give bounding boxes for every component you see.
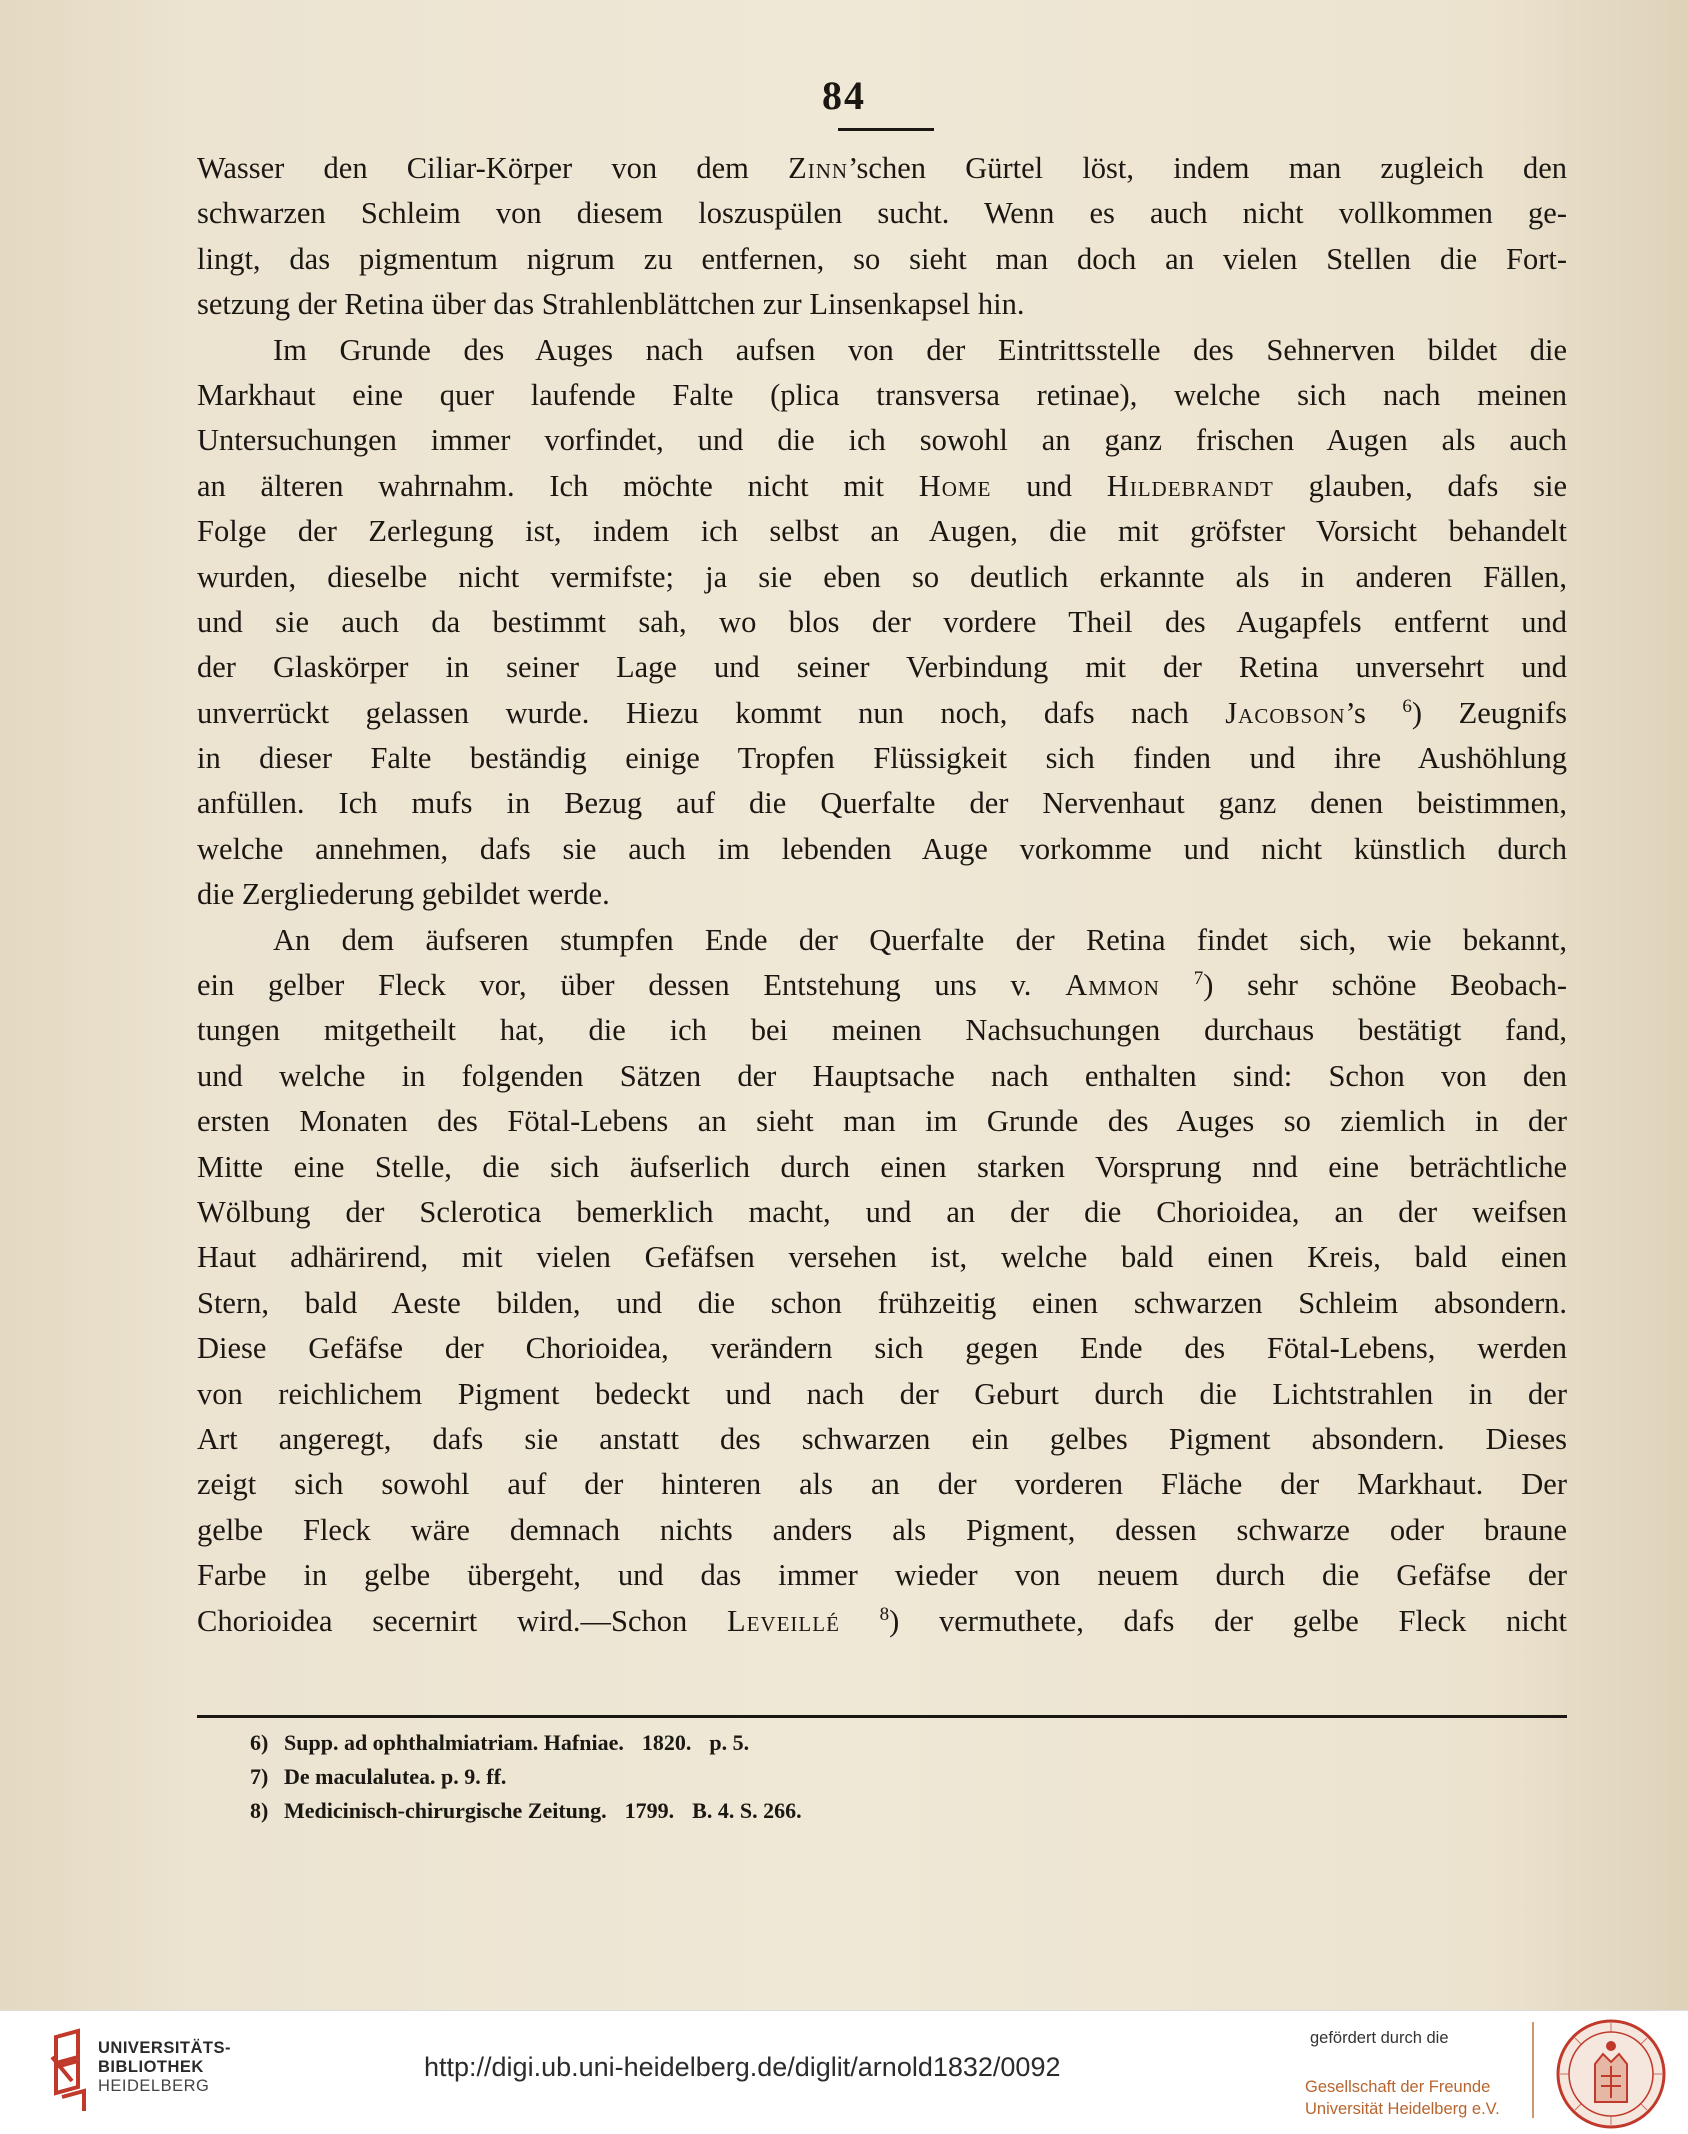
text-span [1160,968,1194,1002]
text-span: Mitte eine Stelle, die sich äufserlich durch einen starken Vorsprung nnd eine beträchtliche [197,1149,1567,1184]
footnote-number: 6) [250,1730,269,1755]
text-span: und welche in folgenden Sätzen der Hauptsache nach enthalten sind: Schon von den [197,1058,1567,1093]
text-span: ’schen Gürtel löst, indem man zugleich den [848,151,1567,185]
text-line [197,1235,1567,1280]
text-span: ) Zeugnifs [1411,695,1567,730]
text-span: Art angeregt, dafs sie anstatt des schwarzen ein gelbes Pigment absondern. Dieses [197,1421,1567,1456]
text-line [197,1599,1567,1644]
footnote-ref: 6 [1402,695,1412,717]
text-span: Folge der Zerlegung ist, indem ich selbst an Augen, die mit gröfster Vorsicht behandelt [197,514,1567,549]
footnote-text: Supp. ad ophthalmiatriam. Hafniae. [284,1730,624,1755]
text-span: ein gelber Fleck vor, über dessen Entstehung uns v. [197,968,1066,1003]
author-name: Home [918,468,992,503]
sponsor-org-line-1: Gesellschaft der Freunde [1305,2078,1491,2096]
text-span: tungen mitgetheilt hat, die ich bei meinen Nachsuchungen durchaus bestätigt fand, [197,1013,1567,1048]
text-span: glauben, dafs sie [1273,468,1567,503]
text-line [197,1326,1567,1371]
author-name: Hildebrandt [1106,468,1274,503]
text-span: An dem äufseren stumpfen Ende der Querfalte der Retina findet sich, wie bekannt, [273,922,1567,957]
text-span: anfüllen. Ich mufs in Bezug auf die Querfalte der Nervenhaut ganz denen beistimmen, [197,786,1567,821]
footnote-year: 1820. [641,1730,692,1755]
text-line [197,827,1567,872]
text-span: schwarzen Schleim von diesem loszuspülen sucht. Wenn es auch nicht vollkommen ge- [197,196,1567,231]
page-number: 84 [822,73,866,118]
text-line [197,1372,1567,1417]
text-span: zeigt sich sowohl auf der hinteren als an der vorderen Fläche der Markhaut. Der [197,1467,1567,1502]
text-span: ) vermuthete, dafs der gelbe Fleck nicht [889,1603,1567,1638]
text-span: lingt, das pigmentum nigrum zu entfernen, so sieht man doch an vielen Stellen die Fort- [197,241,1567,276]
footnote-ref: 7 [1193,967,1204,989]
text-span: in dieser Falte beständig einige Tropfen Flüssigkeit sich finden und ihre Aushöhlung [197,741,1567,776]
text-line [197,918,1567,963]
text-line [197,1190,1567,1235]
sponsor-divider [1532,2022,1534,2118]
text-span: Untersuchungen immer vorfindet, und die ich sowohl an ganz frischen Augen als auch [197,423,1567,458]
text-span: Chorioidea secernirt wird.—Schon [197,1603,727,1638]
text-span: ) sehr schöne Beobach- [1203,968,1567,1003]
text-span: Wasser den Ciliar-Körper von dem [197,151,789,185]
sponsor-org-line-2: Universität Heidelberg e.V. [1305,2100,1500,2118]
author-name: Zinn [788,151,849,185]
text-span: der Glaskörper in seiner Lage und seiner Verbindung mit der Retina unversehrt und [197,650,1567,685]
text-span: welche annehmen, dafs sie auch im lebenden Auge vorkomme und nicht künstlich durch [197,831,1567,866]
sponsor-label: gefördert durch die [1310,2029,1449,2047]
footnote-pages: B. 4. S. 266. [692,1798,802,1823]
text-span: gelbe Fleck wäre demnach nichts anders als Pigment, dessen schwarze oder braune [197,1512,1567,1547]
text-line [197,237,1567,282]
text-line [197,1099,1567,1144]
text-line [197,191,1567,236]
author-name: Ammon [1065,968,1160,1003]
text-span: Markhaut eine quer laufende Falte (plica transversa retinae), welche sich nach meinen [197,377,1567,412]
library-name-line-2: BIBLIOTHEK [98,2058,204,2076]
text-line [197,1281,1567,1326]
footnote-ref: 8 [879,1603,890,1625]
footnote [250,1760,1350,1794]
text-span: Stern, bald Aeste bilden, und die schon frühzeitig einen schwarzen Schleim absondern. [197,1285,1567,1320]
text-line [197,1054,1567,1099]
text-line [197,1417,1567,1462]
text-line [197,781,1567,826]
text-line [197,555,1567,600]
text-line [197,328,1567,373]
text-span: ersten Monaten des Fötal-Lebens an sieht man im Grunde des Auges so ziemlich in der [197,1104,1567,1139]
text-line [197,146,1567,191]
text-span: an älteren wahrnahm. Ich möchte nicht mit [197,468,919,503]
text-line [197,645,1567,690]
text-line [197,418,1567,463]
text-span: von reichlichem Pigment bedeckt und nach der Geburt durch die Lichtstrahlen in der [197,1376,1567,1411]
text-line [197,509,1567,554]
text-line [197,736,1567,781]
text-line [197,1553,1567,1598]
footnote-text: Medicinisch-chirurgische Zeitung. [284,1798,607,1823]
text-span: die Zergliederung gebildet werde. [197,877,610,912]
text-span: Wölbung der Sclerotica bemerklich macht, und an der die Chorioidea, an der weifsen [197,1194,1567,1229]
text-line [197,1508,1567,1553]
text-line [197,963,1567,1008]
text-line [197,872,1567,917]
library-name-line-3: HEIDELBERG [98,2077,210,2095]
footnote-text: De maculalutea. p. 9. ff. [284,1764,507,1789]
author-name: Leveillé [726,1603,840,1638]
text-span: ’s [1345,695,1403,730]
footnote [250,1794,1350,1828]
library-name [98,2039,231,2096]
text-span: Diese Gefäfse der Chorioidea, verändern sich gegen Ende des Fötal-Lebens, werden [197,1331,1567,1366]
university-seal-icon [1555,2018,1667,2130]
text-span: unverrückt gelassen wurde. Hiezu kommt nun noch, dafs nach [197,695,1226,730]
text-span: und sie auch da bestimmt sah, wo blos der vordere Theil des Augapfels entfernt und [197,604,1567,639]
text-span [840,1604,880,1638]
permalink-url[interactable]: http://digi.ub.uni-heidelberg.de/diglit/arnold1832/0092 [424,2052,1061,2082]
footnote-divider [197,1715,1567,1718]
text-line [197,1145,1567,1190]
author-name: Jacobson [1225,695,1346,730]
text-span: und [991,468,1107,503]
footnotes [250,1726,1350,1828]
text-span: wurden, dieselbe nicht vermifste; ja sie eben so deutlich erkannte als in anderen Fällen, [197,559,1567,594]
text-line [197,1462,1567,1507]
text-line [197,464,1567,509]
footnote-number: 8) [250,1798,269,1823]
text-span: setzung der Retina über das Strahlenblättchen zur Linsenkapsel hin. [197,287,1025,322]
footnote [250,1726,1350,1760]
text-span: Im Grunde des Auges nach aufsen von der Eintrittsstelle des Sehnerven bildet die [273,332,1567,367]
text-span: Farbe in gelbe übergeht, und das immer wieder von neuem durch die Gefäfse der [197,1558,1567,1593]
sponsor-org[interactable] [1305,2076,1520,2120]
text-line [197,373,1567,418]
footnote-year: 1799. [624,1798,675,1823]
text-line [197,600,1567,645]
text-line [197,282,1567,327]
sponsor-block [1305,2025,1520,2120]
footnote-number: 7) [250,1764,269,1789]
body-text [197,146,1567,1644]
footnote-pages: p. 5. [709,1730,750,1755]
page-number-rule [838,128,934,131]
text-line [197,1008,1567,1053]
library-name-line-1: UNIVERSITÄTS- [98,2039,232,2057]
text-line [197,691,1567,736]
text-span: Haut adhärirend, mit vielen Gefäfsen versehen ist, welche bald einen Kreis, bald einen [197,1240,1567,1275]
